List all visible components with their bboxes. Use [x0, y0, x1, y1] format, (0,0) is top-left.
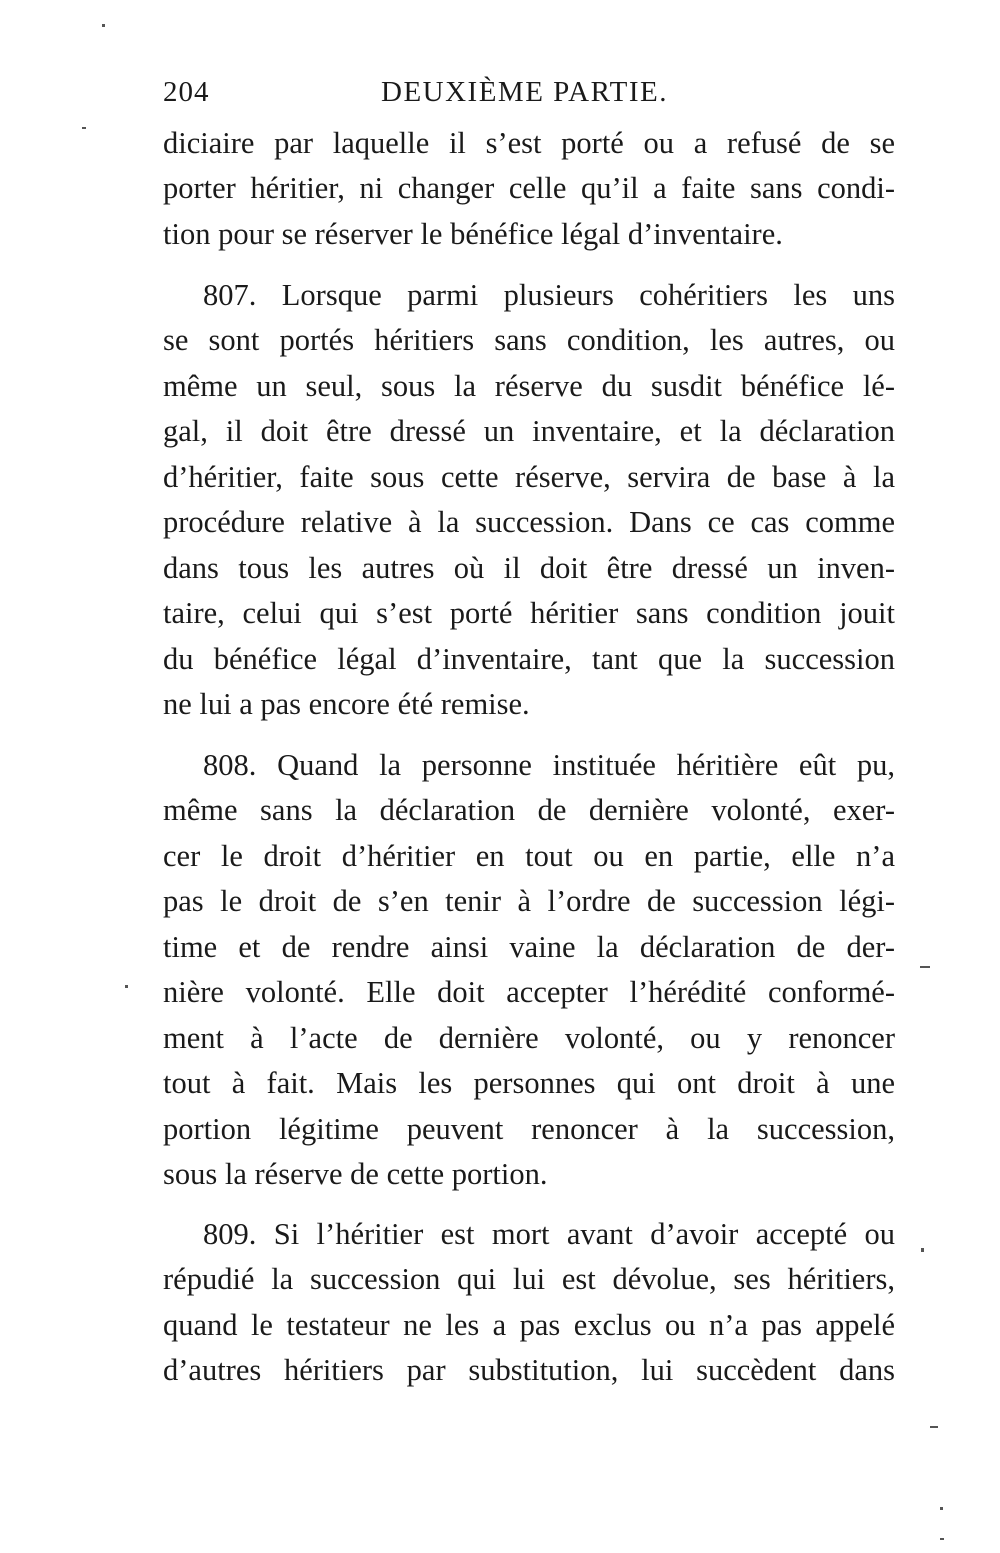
text-line: ne lui a pas encore été remise.: [163, 687, 530, 721]
article-first-line: 808. Quand la personne instituée héritière eût pu,: [203, 748, 896, 782]
text-line: gal, il doit être dressé un inventaire, et la déclaration: [163, 414, 895, 448]
text-line: nière volonté. Elle doit accepter l’hérédité conformé-: [163, 975, 895, 1009]
text-line: tout à fait. Mais les personnes qui ont droit à une: [163, 1066, 895, 1100]
text-line: tion pour se réserver le bénéfice légal d’inventaire.: [163, 217, 783, 251]
article-number: 809.: [203, 1217, 257, 1251]
scan-speck: [940, 1538, 944, 1540]
article-first-line: 809. Si l’héritier est mort avant d’avoir accepté ou: [203, 1217, 895, 1251]
text-line: cer le droit d’héritier en tout ou en partie, elle n’a: [163, 839, 895, 873]
text-line: portion légitime peuvent renoncer à la succession,: [163, 1112, 895, 1146]
text-line: du bénéfice légal d’inventaire, tant que la succession: [163, 642, 895, 676]
text-line: se sont portés héritiers sans condition, les autres, ou: [163, 323, 895, 357]
text-line: porter héritier, ni changer celle qu’il a faite sans condi-: [163, 171, 895, 205]
text-line: même un seul, sous la réserve du susdit bénéfice lé-: [163, 369, 895, 403]
scan-speck: [930, 1426, 938, 1428]
text-line: d’héritier, faite sous cette réserve, servira de base à la: [163, 460, 895, 494]
scan-speck: [920, 966, 930, 968]
text-line: répudié la succession qui lui est dévolue, ses héritiers,: [163, 1262, 895, 1296]
scan-speck: [125, 985, 128, 988]
text-line: sous la réserve de cette portion.: [163, 1157, 548, 1191]
article-number: 808.: [203, 748, 257, 782]
text-line: ment à l’acte de dernière volonté, ou y renoncer: [163, 1021, 895, 1055]
running-title: DEUXIÈME PARTIE.: [381, 76, 669, 108]
scan-speck: [82, 127, 86, 129]
text-line: d’autres héritiers par substitution, lui succèdent dans: [163, 1353, 895, 1387]
running-head: [163, 76, 895, 116]
text-line: diciaire par laquelle il s’est porté ou a refusé de se: [163, 126, 895, 160]
scan-speck: [102, 24, 105, 27]
article-first-line: 807. Lorsque parmi plusieurs cohéritiers les uns: [203, 278, 895, 312]
text-line: taire, celui qui s’est porté héritier sans condition jouit: [163, 596, 895, 630]
article-number: 807.: [203, 278, 257, 312]
text-line: pas le droit de s’en tenir à l’ordre de succession légi-: [163, 884, 895, 918]
text-line: quand le testateur ne les a pas exclus ou n’a pas appelé: [163, 1308, 895, 1342]
text-line: même sans la déclaration de dernière volonté, exer-: [163, 793, 895, 827]
text-line: dans tous les autres où il doit être dressé un inven-: [163, 551, 895, 585]
scan-speck: [940, 1507, 943, 1510]
scan-speck: [921, 1248, 924, 1252]
page-number: 204: [163, 76, 210, 108]
text-line: time et de rendre ainsi vaine la déclaration de der-: [163, 930, 895, 964]
text-line: procédure relative à la succession. Dans ce cas comme: [163, 505, 895, 539]
